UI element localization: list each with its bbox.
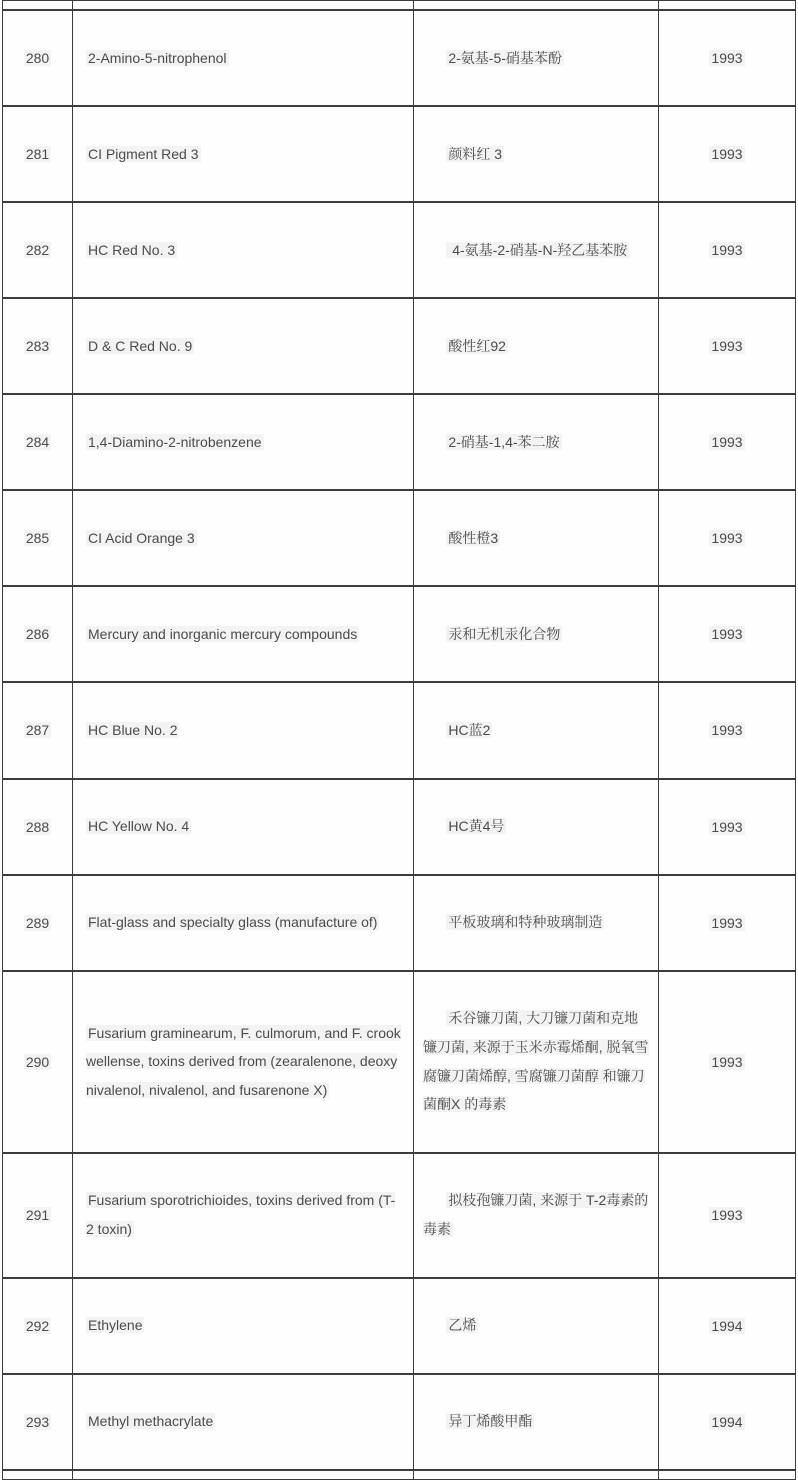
- row-number: 286: [25, 626, 50, 643]
- table-row: [3, 202, 796, 298]
- row-number-cell: [3, 971, 73, 1153]
- english-name: CI Pigment Red 3: [88, 145, 199, 162]
- year-cell: [659, 394, 796, 490]
- english-name-cell: [73, 1278, 414, 1374]
- chinese-name-cell: [414, 1374, 659, 1470]
- english-name: Mercury and inorganic mercury compounds: [88, 626, 358, 643]
- chinese-name: 酸性红92: [448, 337, 506, 354]
- row-number-cell: [3, 394, 73, 490]
- year-value: 1994: [711, 1413, 743, 1430]
- row-number-cell: [3, 875, 73, 971]
- year-cell: [659, 490, 796, 586]
- year-cell: [659, 586, 796, 682]
- row-number-cell: [3, 106, 73, 202]
- row-number: 283: [25, 338, 50, 355]
- english-name-cell: [73, 971, 414, 1153]
- year-cell: [659, 779, 796, 875]
- table-row: [3, 779, 796, 875]
- english-name: Ethylene: [88, 1317, 143, 1334]
- chinese-name-cell: [414, 1153, 659, 1278]
- chemical-table-body: [3, 1, 796, 1480]
- year-value: 1994: [711, 1317, 743, 1334]
- partial-row-bottom: [3, 1470, 796, 1480]
- english-name-cell: [73, 1153, 414, 1278]
- year-value: 1993: [711, 1053, 743, 1070]
- table-row: [3, 1374, 796, 1470]
- row-number: 290: [25, 1053, 50, 1070]
- english-name-cell: [73, 1, 414, 11]
- chinese-name-cell: [414, 202, 659, 298]
- year-cell: [659, 1, 796, 11]
- chinese-name: 乙烯: [448, 1317, 477, 1334]
- year-value: 1993: [711, 530, 743, 547]
- chinese-name-cell: [414, 490, 659, 586]
- english-name-cell: [73, 682, 414, 778]
- year-value: 1993: [711, 338, 743, 355]
- year-cell: [659, 298, 796, 394]
- row-number: 287: [25, 722, 50, 739]
- table-row: [3, 586, 796, 682]
- row-number-cell: [3, 202, 73, 298]
- english-name-cell: [73, 298, 414, 394]
- table-row: [3, 875, 796, 971]
- english-name-cell: [73, 779, 414, 875]
- chinese-name: 平板玻璃和特种玻璃制造: [448, 914, 603, 931]
- table-row: [3, 298, 796, 394]
- year-value: 1993: [711, 242, 743, 259]
- year-cell: [659, 10, 796, 106]
- year-value: 1993: [711, 818, 743, 835]
- table-row: [3, 490, 796, 586]
- partial-row-top: [3, 1, 796, 11]
- chinese-name-cell: [414, 779, 659, 875]
- chinese-name: 2-氨基-5-硝基苯酚: [448, 49, 562, 66]
- row-number-cell: [3, 779, 73, 875]
- year-value: 1993: [711, 722, 743, 739]
- table-row: [3, 1278, 796, 1374]
- row-number-cell: [3, 1470, 73, 1480]
- english-name: 1,4-Diamino-2-nitrobenzene: [88, 433, 262, 450]
- chinese-name: 4-氨基-2-硝基-N-羟乙基苯胺: [448, 241, 628, 258]
- english-name-cell: [73, 202, 414, 298]
- year-value: 1993: [711, 1207, 743, 1224]
- english-name: D & C Red No. 9: [88, 337, 193, 354]
- year-cell: [659, 106, 796, 202]
- chinese-name-cell: [414, 1, 659, 11]
- row-number-cell: [3, 298, 73, 394]
- chinese-name: HC蓝2: [448, 722, 491, 739]
- year-cell: [659, 1278, 796, 1374]
- english-name: 2-Amino-5-nitrophenol: [88, 49, 227, 66]
- english-name: HC Red No. 3: [88, 241, 176, 258]
- chinese-name-cell: [414, 682, 659, 778]
- row-number: 293: [25, 1413, 50, 1430]
- chinese-name-cell: [414, 106, 659, 202]
- english-name: Flat-glass and specialty glass (manufacture of): [88, 914, 378, 931]
- english-name-cell: [73, 1374, 414, 1470]
- chinese-name: 酸性橙3: [448, 530, 499, 546]
- chinese-name: 汞和无机汞化合物: [448, 626, 561, 643]
- year-cell: [659, 875, 796, 971]
- english-name: HC Blue No. 2: [88, 722, 178, 739]
- english-name-cell: [73, 394, 414, 490]
- row-number-cell: [3, 682, 73, 778]
- chinese-name: HC黄4号: [448, 818, 505, 835]
- row-number-cell: [3, 1153, 73, 1278]
- english-name-cell: [73, 1470, 414, 1480]
- year-value: 1993: [711, 626, 743, 643]
- english-name: Fusarium graminearum, F. culmorum, and F. crookwellense, toxins derived from (zearalenone, deoxynivalenol, nivalenol, and fusarenone X): [86, 1024, 401, 1099]
- year-value: 1993: [711, 434, 743, 451]
- row-number: 292: [25, 1317, 50, 1334]
- chinese-name-cell: [414, 298, 659, 394]
- year-value: 1993: [711, 914, 743, 931]
- english-name: Methyl methacrylate: [88, 1413, 214, 1430]
- chemical-table: [2, 0, 796, 1480]
- row-number: 284: [25, 434, 50, 451]
- year-cell: [659, 1153, 796, 1278]
- row-number-cell: [3, 1, 73, 11]
- english-name: CI Acid Orange 3: [88, 530, 195, 546]
- chinese-name-cell: [414, 10, 659, 106]
- row-number-cell: [3, 586, 73, 682]
- english-name: Fusarium sporotrichioides, toxins derived from (T-2 toxin): [86, 1192, 396, 1238]
- english-name: HC Yellow No. 4: [88, 818, 190, 835]
- table-row: [3, 1153, 796, 1278]
- year-cell: [659, 971, 796, 1153]
- row-number: 289: [25, 914, 50, 931]
- year-cell: [659, 1374, 796, 1470]
- english-name-cell: [73, 875, 414, 971]
- row-number-cell: [3, 10, 73, 106]
- row-number: 291: [25, 1207, 50, 1224]
- chinese-name: 2-硝基-1,4-苯二胺: [448, 433, 560, 450]
- table-row: [3, 682, 796, 778]
- year-cell: [659, 1470, 796, 1480]
- table-row: [3, 394, 796, 490]
- chinese-name-cell: [414, 971, 659, 1153]
- chinese-name-cell: [414, 394, 659, 490]
- english-name-cell: [73, 490, 414, 586]
- year-value: 1993: [711, 50, 743, 67]
- row-number-cell: [3, 1374, 73, 1470]
- row-number-cell: [3, 490, 73, 586]
- row-number: 282: [25, 242, 50, 259]
- row-number: 288: [25, 818, 50, 835]
- year-cell: [659, 202, 796, 298]
- english-name-cell: [73, 10, 414, 106]
- chinese-name: 禾谷镰刀菌, 大刀镰刀菌和克地镰刀菌, 来源于玉米赤霉烯酮, 脱氧雪腐镰刀菌烯醇, 雪腐镰刀菌醇 和镰刀菌酮X 的毒素: [423, 1010, 649, 1113]
- english-name-cell: [73, 106, 414, 202]
- table-row: [3, 971, 796, 1153]
- row-number: 280: [25, 50, 50, 67]
- chinese-name-cell: [414, 586, 659, 682]
- table-row: [3, 10, 796, 106]
- table-row: [3, 106, 796, 202]
- chinese-name: 拟枝孢镰刀菌, 来源于 T-2毒素的毒素: [423, 1192, 649, 1238]
- row-number-cell: [3, 1278, 73, 1374]
- row-number: 285: [25, 530, 50, 547]
- chinese-name: 异丁烯酸甲酯: [448, 1413, 533, 1430]
- chinese-name-cell: [414, 1470, 659, 1480]
- year-value: 1993: [711, 146, 743, 163]
- english-name-cell: [73, 586, 414, 682]
- chinese-name-cell: [414, 1278, 659, 1374]
- row-number: 281: [25, 146, 50, 163]
- chinese-name: 颜料红 3: [448, 145, 503, 162]
- chinese-name-cell: [414, 875, 659, 971]
- year-cell: [659, 682, 796, 778]
